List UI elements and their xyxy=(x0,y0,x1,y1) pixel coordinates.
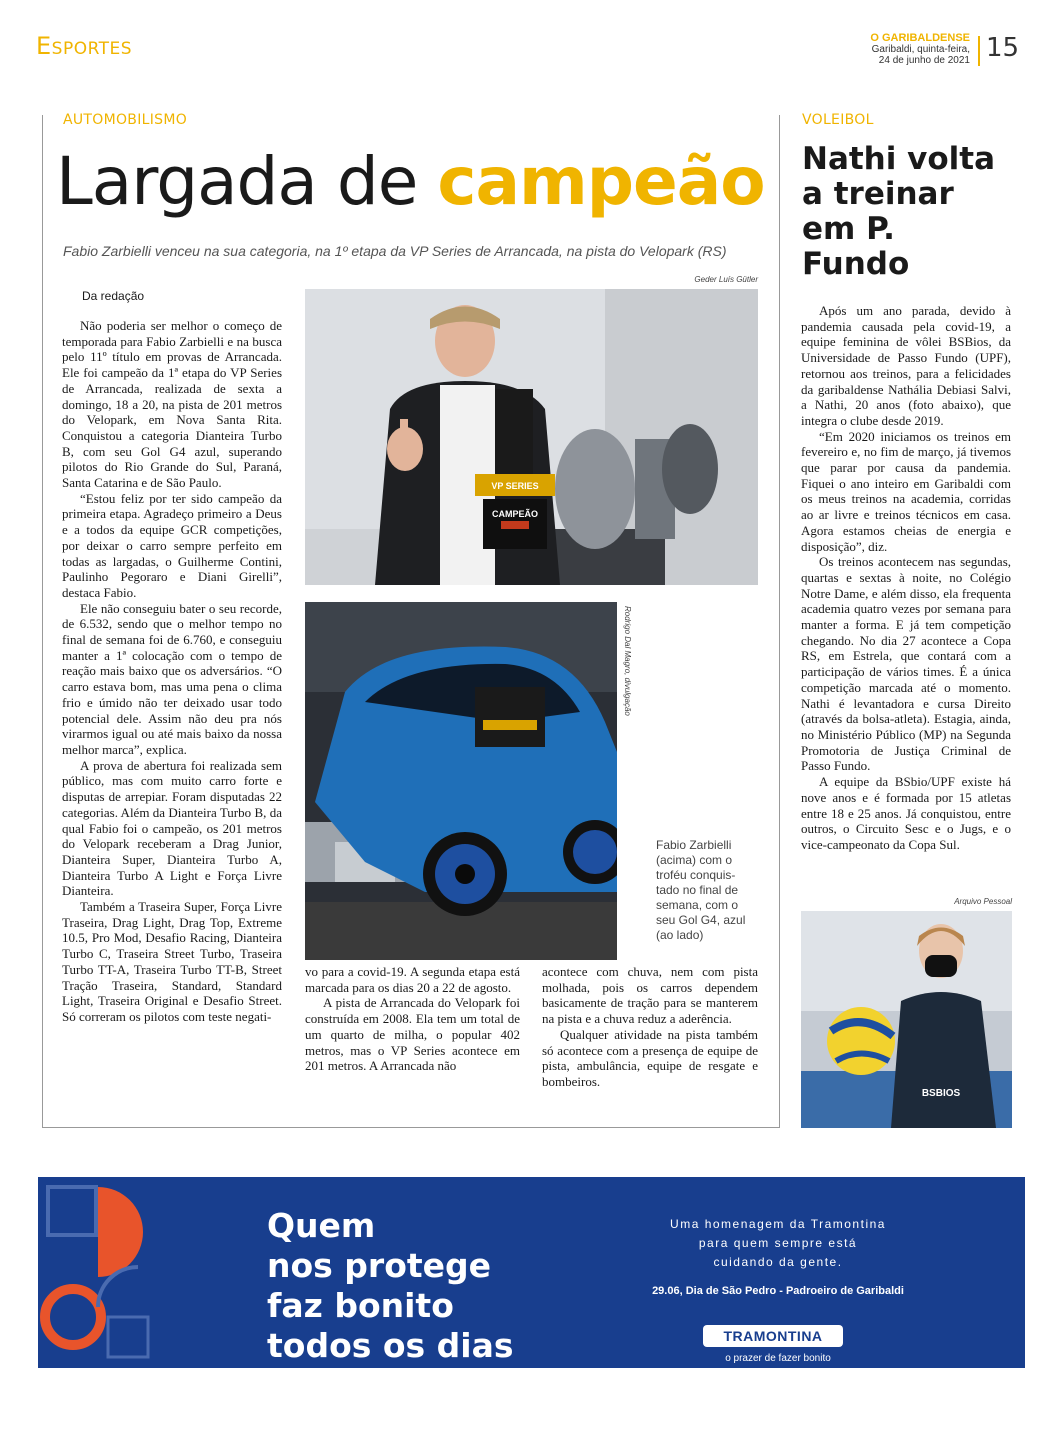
photo-nathi-volleyball xyxy=(801,911,1012,1128)
side-photo-shirt-text: BSBIOS xyxy=(921,1088,961,1099)
tramontina-logo[interactable]: TRAMONTINA xyxy=(703,1325,843,1347)
tramontina-ad[interactable] xyxy=(38,1177,1025,1368)
main-col3-paragraph-2: Qualquer atividade na pista também só acontece com a presença de equipe de pista, ambulância, equipe de resgate e bombeiros. xyxy=(542,1026,758,1089)
photo-blue-car xyxy=(305,602,617,960)
side-paragraph-2: “Em 2020 iniciamos os treinos em fevereiro e, no fim de março, já tivemos que parar por causa da pandemia. Fiquei o ano inteiro em Garibaldi com os meus treinos na academia, corridas ao ar livre e treinos técnicos em casa. Agora estamos cheias de energia e disposição”, diz. xyxy=(801,428,1011,554)
column-divider-rule xyxy=(779,115,780,1127)
ad-text-line-2: para quem sempre está xyxy=(698,1236,858,1250)
photo1-credit: Geder Luís Gütler xyxy=(694,275,758,284)
photo1-trophy-text: CAMPEÃO xyxy=(491,509,539,519)
photo-blue-car-drawing xyxy=(305,602,617,960)
ad-text-line-1: Uma homenagem da Tramontina xyxy=(670,1217,886,1231)
main-column-2 xyxy=(305,964,520,1074)
photo2-credit-text: Rodrigo Dal Magro, divulgação xyxy=(623,606,632,716)
page-number-separator xyxy=(978,36,980,66)
byline: Da redação xyxy=(82,289,145,303)
ad-title xyxy=(267,1206,514,1366)
ad-text xyxy=(603,1215,953,1272)
page-number: 15 xyxy=(986,33,1020,63)
main-col3-paragraph-1: acontece com chuva, nem com pista molhada, pois os carros dependem basicamente de tração para se manterem na pista e a chuva reduz a aderência. xyxy=(542,964,758,1027)
ad-title-line-4: todos os dias xyxy=(267,1326,514,1365)
photo-nathi-drawing xyxy=(801,911,1012,1128)
side-photo-credit: Arquivo Pessoal xyxy=(954,897,1012,906)
main-column-3 xyxy=(542,964,758,1090)
main-subhead: Fabio Zarbielli venceu na sua categoria, na 1º etapa da VP Series de Arrancada, na pista do Velopark (RS) xyxy=(63,243,727,259)
ad-title-line-2: nos protege xyxy=(267,1246,492,1285)
side-column xyxy=(801,303,1011,853)
ad-tagline: o prazer de fazer bonito xyxy=(725,1353,831,1364)
masthead xyxy=(870,33,970,66)
section-title: Esportes xyxy=(36,32,133,60)
bottom-frame-rule xyxy=(42,1127,780,1128)
photo-fabio-trophy-drawing xyxy=(305,289,758,585)
place-date-line-2: 24 de junho de 2021 xyxy=(878,55,970,66)
side-paragraph-1: Após um ano parada, devido à pandemia causada pela covid-19, a equipe feminina de vôlei BSBios, da Universidade de Passo Fundo (UPF), retornou aos treinos, para a felicidades da garibaldense Nathália Debiasi Salvi, a Nathi, 20 anos (foto abaixo), que integra o clube desde 2019. xyxy=(801,303,1011,428)
photo1-banner-text: VP SERIES xyxy=(491,481,539,491)
main-paragraph-2: “Estou feliz por ter sido campeão da primeira etapa. Agradeço primeiro a Deus e a todos da equipe GCR competições, por deixar o carro sempre perfeito em todas as largadas, o Guilherme Contini, Paulinho Pegoraro e Diani Girelli”, destaca Fabio. xyxy=(62,490,282,600)
main-column-1 xyxy=(62,318,282,1025)
main-col2-paragraph-1: vo para a covid-19. A segunda etapa está marcada para os dias 20 a 22 de agosto. xyxy=(305,964,520,995)
headline-part-2: campeão xyxy=(437,143,765,220)
ad-decor-shapes xyxy=(38,1177,188,1368)
left-frame-rule xyxy=(42,115,43,1127)
side-headline: Nathi volta a treinar em P. Fundo xyxy=(802,141,996,282)
place-date-line-1: Garibaldi, quinta-feira, xyxy=(871,44,970,55)
main-paragraph-5: Também a Traseira Super, Força Livre Traseira, Drag Light, Drag Top, Extreme 10.5, Pro Mod, Desafio Racing, Dianteira Turbo C, Traseira Street Turbo, Traseira Turbo TT-A, Traseira Turbo TT-B, Street Tração Traseira, Standard, Standard Light, Traseira Original e Desafio Street. Só correram os pilotos com teste negati- xyxy=(62,899,282,1024)
ad-date-line: 29.06, Dia de São Pedro - Padroeiro de Garibaldi xyxy=(652,1285,904,1297)
headline-part-1: Largada de xyxy=(56,143,438,220)
ad-title-line-1: Quem xyxy=(267,1206,376,1245)
main-paragraph-1: Não poderia ser melhor o começo de temporada para Fabio Zarbielli e na busca pelo 11º título em provas de Arrancada. Ele foi campeão da 1ª etapa do VP Series de Arrancada, realizada de sexta a domingo, 18 a 20, na pista de 201 metros do Velopark, em Nova Santa Rita. Conquistou a categoria Dianteira Turbo B, com seu Gol G4 azul, superando pilotos do Rio Grande do Sul, Paraná, Santa Catarina e de São Paulo. xyxy=(62,318,282,491)
photo-caption: Fabio Zarbielli (acima) com o troféu conquis-tado no final de semana, com o seu Gol G4, azul (ao lado) xyxy=(656,838,746,942)
side-kicker: VOLEIBOL xyxy=(802,112,874,128)
paper-name: O GARIBALDENSE xyxy=(870,32,970,44)
main-paragraph-4: A prova de abertura foi realizada sem público, mas com muito carro forte e disputas de arrepiar. Foram disputadas 22 categorias. Além da Dianteira Turbo B, da qual Fabio foi o campeão, os 201 metros do Velopark receberam a Drag Junior, Dianteira Super, Dianteira Turbo A, Dianteira Turbo A Light e Força Livre Dianteira. xyxy=(62,757,282,899)
ad-text-line-3: cuidando da gente. xyxy=(713,1255,843,1269)
main-col2-paragraph-2: A pista de Arrancada do Velopark foi construída em 2008. Ela tem um total de um quarto de milha, o popular 402 metros, mas o VP Series acontece em 201 metros. A Arrancada não xyxy=(305,995,520,1074)
main-kicker: AUTOMOBILISMO xyxy=(63,112,188,128)
side-paragraph-3: Os treinos acontecem nas segundas, quartas e sextas à noite, no Colégio Notre Dame, e além disso, ela frequenta academia quatro vezes por semana para manter a forma. E já tem competição chegando. No dia 27 acontece a Copa RS, em Estrela, que contará com a participação de vários times. É a única competição marcada até o momento. Nathi é levantadora e cursa Direito (através da bolsa-atleta). Estagia, ainda, no Ministério Público (MP) na Segunda Promotoria de Justiça Criminal de Passo Fundo. xyxy=(801,554,1011,774)
main-headline xyxy=(56,137,765,227)
side-paragraph-4: A equipe da BSbio/UPF existe há nove anos e é formada por 15 atletas entre 18 e 25 anos. Já conquistou, entre outros, o Circuito Sesc e o Jugs, e o vice-campeonato da Copa Sul. xyxy=(801,774,1011,852)
photo2-credit xyxy=(622,606,636,846)
photo-fabio-trophy xyxy=(305,289,758,585)
ad-title-line-3: faz bonito xyxy=(267,1286,454,1325)
main-paragraph-3: Ele não conseguiu bater o seu recorde, de 6.532, sendo que o melhor tempo no final de semana foi de 6.760, e conseguiu manter a 1ª colocação com o tempo de reação mais baixo que os adversários. “O carro estava bom, mas uma pena o clima frio e úmido não ter deixado usar todo potencial dele. Assim não deu pra nós virarmos igual ou até mais baixo da nossa melhor marca”, explica. xyxy=(62,600,282,757)
